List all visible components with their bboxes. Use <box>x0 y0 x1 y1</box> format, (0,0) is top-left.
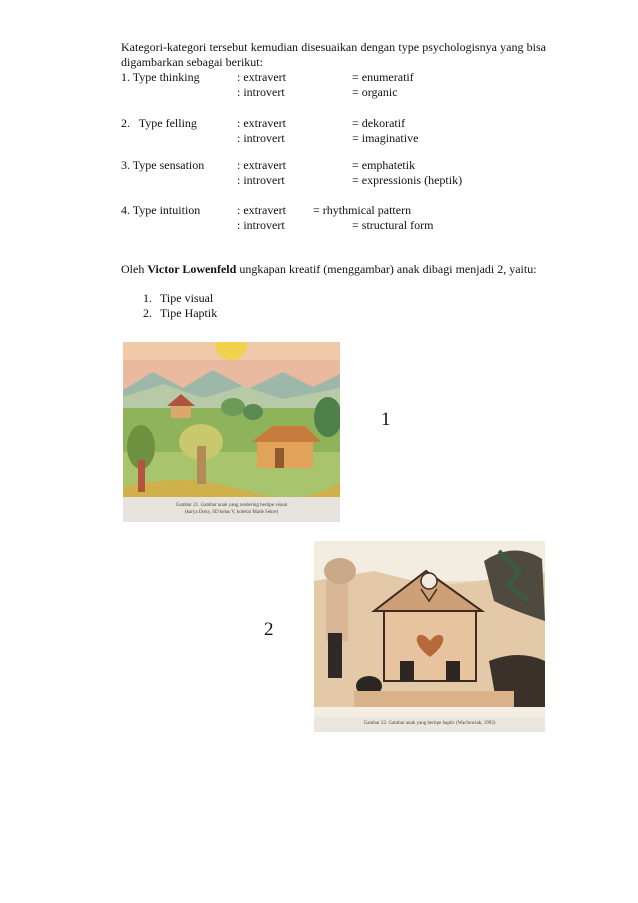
type-felling-introvert: : introvert <box>237 131 285 145</box>
type-intuition-introvert-value: = structural form <box>352 218 434 232</box>
expression-type-list <box>143 291 217 321</box>
type-felling-label: 2. Type felling <box>121 116 197 130</box>
type-thinking-introvert: : introvert <box>237 85 285 99</box>
figure-visual-drawing <box>123 342 340 522</box>
type-thinking-extravert-value: = enumeratif <box>352 70 414 84</box>
type-thinking-introvert-value: = organic <box>352 85 398 99</box>
figure-haptic-caption: Gambar 22. Gambar anak yang bertipe haptic (Wachowiak, 1993) <box>363 721 496 726</box>
lowenfeld-after: ungkapan kreatif (menggambar) anak dibagi menjadi 2, yaitu: <box>236 262 537 276</box>
haptic-drawing-image <box>314 541 545 717</box>
list-item-number: 1. <box>143 291 152 305</box>
type-sensation-extravert: : extravert <box>237 158 286 172</box>
list-item-number: 2. <box>143 306 152 320</box>
list-item <box>143 291 217 306</box>
type-felling-extravert-value: = dekoratif <box>352 116 406 130</box>
figure-haptic-drawing <box>314 541 545 732</box>
lowenfeld-before: Oleh <box>121 262 148 276</box>
type-sensation-extravert-value: = emphatetik <box>352 158 416 172</box>
intro-paragraph: Kategori-kategori tersebut kemudian disesuaikan dengan type psychologisnya yang bisa digambarkan sebagai berikut: <box>121 40 546 69</box>
figure-number-2: 2 <box>264 619 274 640</box>
lowenfeld-paragraph <box>121 262 546 277</box>
type-intuition-extravert: : extravert <box>237 203 286 217</box>
type-intuition-introvert: : introvert <box>237 218 285 232</box>
type-thinking-extravert: : extravert <box>237 70 286 84</box>
figure-visual-caption <box>123 502 340 516</box>
list-item <box>143 306 217 321</box>
figure-visual-caption-line2: (karya Dony, SD kelas V, koleksi Made Sekre) <box>184 510 279 515</box>
type-sensation-label: 3. Type sensation <box>121 158 205 172</box>
list-item-label: Tipe visual <box>160 291 214 305</box>
list-item-label: Tipe Haptik <box>160 306 218 320</box>
visual-drawing-image <box>123 342 340 497</box>
type-thinking-label: 1. Type thinking <box>121 70 200 84</box>
type-sensation-introvert-value: = expressionis (heptik) <box>352 173 463 187</box>
type-intuition-label: 4. Type intuition <box>121 203 201 217</box>
figure-visual-caption-line1: Gambar 21. Gambar anak yang rendering bertipe visual <box>175 503 288 508</box>
figure-number-1: 1 <box>381 409 391 430</box>
type-sensation-introvert: : introvert <box>237 173 285 187</box>
type-felling-extravert: : extravert <box>237 116 286 130</box>
type-felling-introvert-value: = imaginative <box>352 131 419 145</box>
lowenfeld-name: Victor Lowenfeld <box>147 262 237 276</box>
type-intuition-extravert-value: = rhythmical pattern <box>313 203 412 217</box>
